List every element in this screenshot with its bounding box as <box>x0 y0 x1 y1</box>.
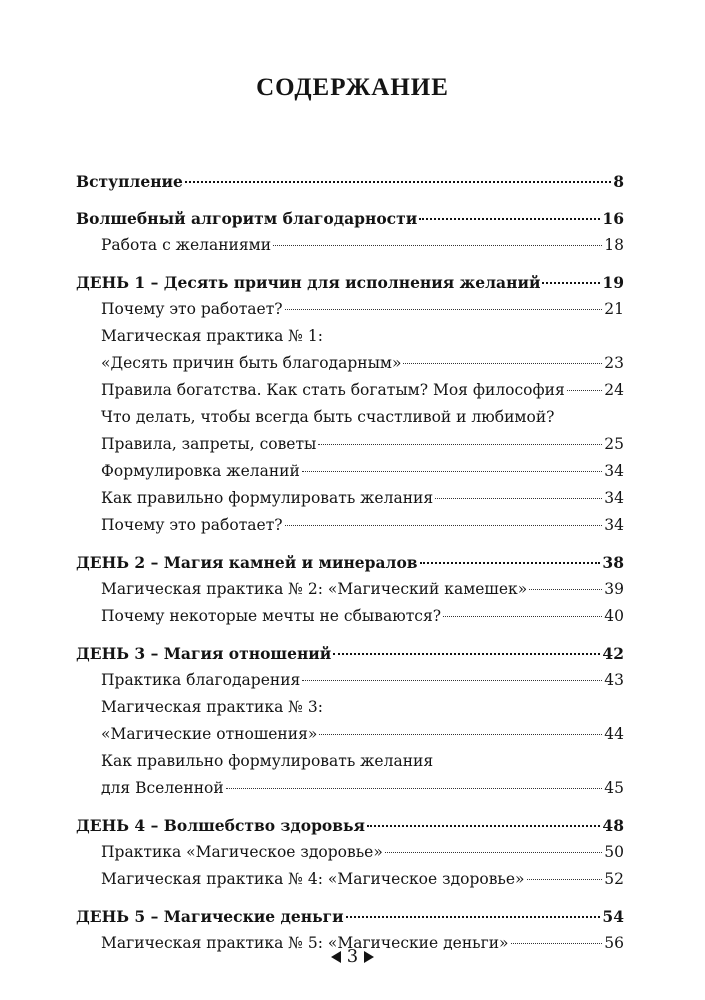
toc-entry-page: 23 <box>604 354 624 372</box>
dot-leader <box>285 309 603 310</box>
dot-leader <box>435 498 602 499</box>
toc-section-entry[interactable] <box>76 748 624 775</box>
toc-entry-title: Работа с желаниями <box>101 236 272 254</box>
dot-leader <box>226 788 603 789</box>
toc-section-entry[interactable] <box>76 296 624 323</box>
toc-entry-page: 45 <box>604 779 624 797</box>
toc-section-entry[interactable] <box>76 576 624 603</box>
toc-section-entry[interactable] <box>76 431 624 458</box>
dot-leader <box>529 589 602 590</box>
dot-leader <box>273 245 602 246</box>
toc-entry-page: 18 <box>604 236 624 254</box>
toc-entry-title: Вступление <box>76 172 183 191</box>
toc-spacer <box>76 259 624 269</box>
toc-entry-page: 16 <box>602 209 624 228</box>
toc-spacer <box>76 195 624 205</box>
toc-entry-title: Практика благодарения <box>101 671 301 689</box>
toc-section-entry[interactable] <box>76 485 624 512</box>
toc-section-entry[interactable] <box>76 377 624 404</box>
toc-entry-title: Волшебный алгоритм благодарности <box>76 209 418 228</box>
toc-chapter-entry[interactable] <box>76 269 624 296</box>
toc-entry-page: 34 <box>604 462 624 480</box>
dot-leader <box>285 525 603 526</box>
toc-section-entry[interactable] <box>76 404 624 431</box>
toc-section-entry[interactable] <box>76 603 624 630</box>
toc-section-entry[interactable] <box>76 694 624 721</box>
toc-section-entry[interactable] <box>76 839 624 866</box>
toc-entry-title: «Магические отношения» <box>101 725 318 743</box>
dot-leader <box>367 825 600 827</box>
toc-section-entry[interactable] <box>76 667 624 694</box>
toc-entry-page: 39 <box>604 580 624 598</box>
toc-entry-title: Магическая практика № 3: <box>101 698 323 716</box>
dot-leader <box>419 218 600 220</box>
toc-entry-title: Магическая практика № 5: «Магические деньги» <box>101 934 509 952</box>
toc-section-entry[interactable] <box>76 350 624 377</box>
toc-entry-page: 38 <box>602 553 624 572</box>
toc-chapter-entry[interactable] <box>76 168 624 195</box>
toc-entry-title: ДЕНЬ 3 – Магия отношений <box>76 644 332 663</box>
right-triangle-icon <box>364 951 374 963</box>
page-navigation <box>0 946 705 967</box>
toc-spacer <box>76 893 624 903</box>
toc-entry-page: 34 <box>604 516 624 534</box>
dot-leader <box>333 653 600 655</box>
toc-entry-page: 8 <box>613 172 624 191</box>
toc-entry-page: 34 <box>604 489 624 507</box>
toc-section-entry[interactable] <box>76 512 624 539</box>
toc-entry-title: Почему это работает? <box>101 300 283 318</box>
table-of-contents <box>76 168 624 957</box>
toc-entry-title: Что делать, чтобы всегда быть счастливой и любимой? <box>101 408 555 426</box>
dot-leader <box>319 734 602 735</box>
toc-entry-page: 21 <box>604 300 624 318</box>
dot-leader <box>385 852 602 853</box>
toc-entry-page: 19 <box>602 273 624 292</box>
toc-entry-title: для Вселенной <box>101 779 224 797</box>
toc-entry-page: 42 <box>602 644 624 663</box>
toc-entry-page: 44 <box>604 725 624 743</box>
toc-entry-title: Правила, запреты, советы <box>101 435 317 453</box>
toc-entry-page: 24 <box>604 381 624 399</box>
toc-chapter-entry[interactable] <box>76 205 624 232</box>
toc-chapter-entry[interactable] <box>76 812 624 839</box>
toc-spacer <box>76 539 624 549</box>
toc-entry-page: 48 <box>602 816 624 835</box>
toc-entry-title: Почему некоторые мечты не сбываются? <box>101 607 442 625</box>
toc-section-entry[interactable] <box>76 866 624 893</box>
toc-chapter-entry[interactable] <box>76 640 624 667</box>
dot-leader <box>420 562 601 564</box>
toc-entry-title: «Десять причин быть благодарным» <box>101 354 402 372</box>
toc-entry-title: ДЕНЬ 4 – Волшебство здоровья <box>76 816 366 835</box>
toc-section-entry[interactable] <box>76 232 624 259</box>
toc-spacer <box>76 630 624 640</box>
toc-entry-page: 56 <box>604 934 624 952</box>
dot-leader <box>403 363 602 364</box>
toc-entry-title: Магическая практика № 1: <box>101 327 323 345</box>
dot-leader <box>527 879 603 880</box>
dot-leader <box>346 916 601 918</box>
toc-entry-title: Правила богатства. Как стать богатым? Моя философия <box>101 381 565 399</box>
toc-entry-title: Как правильно формулировать желания <box>101 489 434 507</box>
toc-entry-title: Магическая практика № 4: «Магическое здоровье» <box>101 870 525 888</box>
toc-spacer <box>76 802 624 812</box>
page-title: СОДЕРЖАНИЕ <box>256 74 449 101</box>
toc-entry-title: ДЕНЬ 2 – Магия камней и минералов <box>76 553 418 572</box>
toc-entry-page: 50 <box>604 843 624 861</box>
dot-leader <box>443 616 602 617</box>
page-number: 3 <box>346 946 359 967</box>
toc-entry-title: ДЕНЬ 5 – Магические деньги <box>76 907 344 926</box>
dot-leader <box>318 444 602 445</box>
dot-leader <box>511 943 603 944</box>
dot-leader <box>185 181 611 183</box>
toc-chapter-entry[interactable] <box>76 903 624 930</box>
dot-leader <box>302 680 602 681</box>
toc-section-entry[interactable] <box>76 458 624 485</box>
toc-section-entry[interactable] <box>76 775 624 802</box>
toc-entry-page: 54 <box>602 907 624 926</box>
dot-leader <box>567 390 603 391</box>
toc-entry-title: Как правильно формулировать желания <box>101 752 434 770</box>
toc-entry-title: Формулировка желаний <box>101 462 300 480</box>
toc-entry-page: 40 <box>604 607 624 625</box>
toc-section-entry[interactable] <box>76 323 624 350</box>
toc-entry-title: Практика «Магическое здоровье» <box>101 843 383 861</box>
toc-entry-page: 43 <box>604 671 624 689</box>
toc-section-entry[interactable] <box>76 721 624 748</box>
toc-chapter-entry[interactable] <box>76 549 624 576</box>
dot-leader <box>302 471 602 472</box>
toc-entry-page: 25 <box>604 435 624 453</box>
toc-entry-page: 52 <box>604 870 624 888</box>
dot-leader <box>542 282 600 284</box>
left-triangle-icon <box>331 951 341 963</box>
toc-entry-title: ДЕНЬ 1 – Десять причин для исполнения желаний <box>76 273 541 292</box>
toc-entry-title: Магическая практика № 2: «Магический камешек» <box>101 580 528 598</box>
toc-entry-title: Почему это работает? <box>101 516 283 534</box>
